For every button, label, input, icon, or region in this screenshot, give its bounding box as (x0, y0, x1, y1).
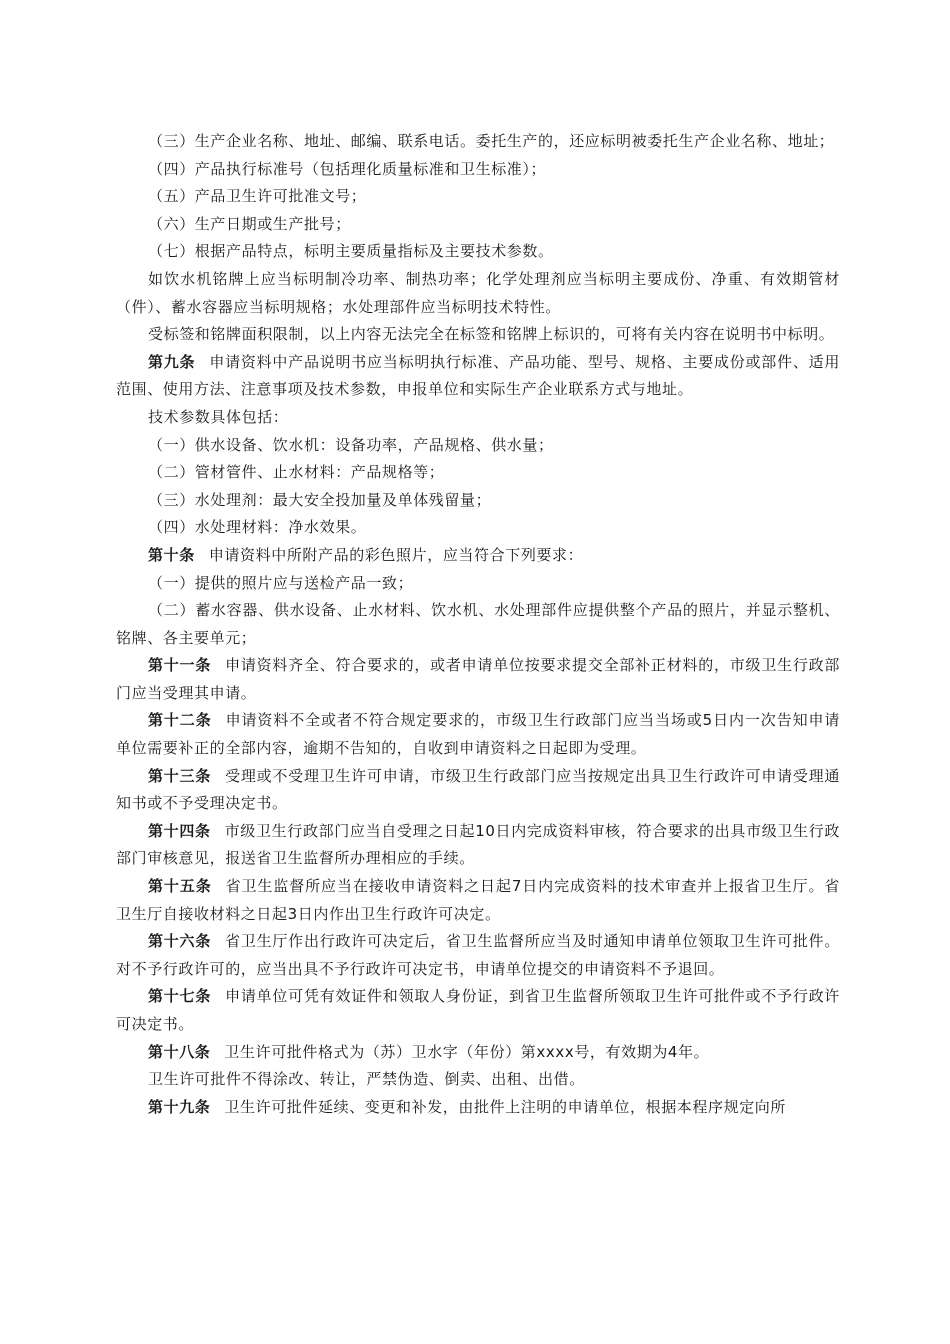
article-paragraph (116, 707, 840, 762)
paragraph-text: （四）水处理材料：净水效果。 (148, 518, 367, 537)
article-paragraph (116, 542, 840, 570)
body-paragraph (116, 459, 840, 487)
paragraph-text: （二）蓄水容器、供水设备、止水材料、饮水机、水处理部件应提供整个产品的照片，并显示整机、铭牌、各主要单元； (116, 601, 840, 647)
paragraph-text: 受理或不受理卫生许可申请，市级卫生行政部门应当按规定出具卫生行政许可申请受理通知书或不予受理决定书。 (116, 766, 841, 813)
paragraph-text: （三）生产企业名称、地址、邮编、联系电话。委托生产的，还应标明被委托生产企业名称、地址； (148, 132, 835, 150)
body-paragraph (116, 404, 840, 432)
article-number: 第九条 (148, 352, 196, 371)
paragraph-text: 卫生许可批件延续、变更和补发，由批件上注明的申请单位，根据本程序规定向所 (224, 1097, 787, 1116)
article-paragraph (116, 652, 840, 707)
paragraph-text: 卫生许可批件格式为（苏）卫水字（年份）第xxxx号，有效期为4年。 (224, 1042, 710, 1061)
article-number: 第十一条 (148, 656, 212, 675)
body-paragraph (116, 128, 840, 156)
article-paragraph (116, 983, 840, 1038)
paragraph-text: 如饮水机铭牌上应当标明制冷功率、制热功率；化学处理剂应当标明主要成份、净重、有效期管材（件）、蓄水容器应当标明规格；水处理部件应当标明技术特性。 (116, 269, 840, 316)
paragraph-text: 市级卫生行政部门应当自受理之日起10日内完成资料审核，符合要求的出具市级卫生行政部门审核意见，报送省卫生监督所办理相应的手续。 (116, 821, 840, 868)
article-number: 第十八条 (148, 1042, 211, 1061)
paragraph-text: 申请单位可凭有效证件和领取人身份证，到省卫生监督所领取卫生许可批件或不予行政许可决定书。 (116, 987, 841, 1033)
body-paragraph (116, 211, 840, 239)
article-paragraph (116, 818, 840, 873)
article-number: 第十九条 (148, 1097, 211, 1116)
paragraph-text: 卫生许可批件不得涂改、转让，严禁伪造、倒卖、出租、出借。 (148, 1070, 585, 1089)
body-paragraph (116, 156, 840, 184)
paragraph-text: （五）产品卫生许可批准文号； (148, 187, 367, 206)
article-number: 第十七条 (148, 987, 212, 1006)
body-paragraph (116, 1066, 840, 1094)
paragraph-text: 申请资料中产品说明书应当标明执行标准、产品功能、型号、规格、主要成份或部件、适用范围、使用方法、注意事项及技术参数，申报单位和实际生产企业联系方式与地址。 (116, 352, 840, 399)
article-number: 第十条 (148, 545, 195, 564)
body-paragraph (116, 570, 840, 598)
paragraph-text: 申请资料不全或者不符合规定要求的，市级卫生行政部门应当当场或5日内一次告知申请单位需要补正的全部内容，逾期不告知的，自收到申请资料之日起即为受理。 (116, 711, 840, 758)
body-paragraph (116, 321, 840, 349)
paragraph-text: （二）管材管件、止水材料：产品规格等； (148, 463, 445, 482)
document-body (116, 128, 840, 1121)
paragraph-text: 申请资料中所附产品的彩色照片，应当符合下列要求： (208, 545, 584, 564)
paragraph-text: （六）生产日期或生产批号； (148, 214, 351, 233)
body-paragraph (116, 266, 840, 321)
paragraph-text: （三）水处理剂：最大安全投加量及单体残留量； (148, 490, 492, 509)
body-paragraph (116, 183, 840, 211)
body-paragraph (116, 487, 840, 515)
body-paragraph (116, 597, 840, 652)
paragraph-text: 技术参数具体包括： (148, 407, 289, 426)
article-number: 第十六条 (148, 932, 212, 951)
paragraph-text: （一）提供的照片应与送检产品一致； (148, 573, 414, 592)
article-paragraph (116, 1094, 840, 1122)
article-number: 第十五条 (148, 877, 212, 896)
body-paragraph (116, 238, 840, 266)
paragraph-text: 受标签和铭牌面积限制，以上内容无法完全在标签和铭牌上标识的，可将有关内容在说明书中标明。 (148, 325, 835, 344)
article-paragraph (116, 873, 840, 928)
article-paragraph (116, 1039, 840, 1067)
article-number: 第十三条 (148, 766, 212, 785)
paragraph-text: 申请资料齐全、符合要求的，或者申请单位按要求提交全部补正材料的，市级卫生行政部门应当受理其申请。 (116, 656, 841, 702)
paragraph-text: （一）供水设备、饮水机：设备功率，产品规格、供水量； (148, 435, 554, 454)
article-paragraph (116, 928, 840, 983)
article-number: 第十四条 (148, 821, 211, 840)
paragraph-text: 省卫生厅作出行政许可决定后，省卫生监督所应当及时通知申请单位领取卫生许可批件。对不予行政许可的，应当出具不予行政许可决定书，申请单位提交的申请资料不予退回。 (116, 932, 841, 978)
paragraph-text: （七）根据产品特点，标明主要质量指标及主要技术参数。 (148, 242, 554, 261)
body-paragraph (116, 432, 840, 460)
paragraph-text: （四）产品执行标准号（包括理化质量标准和卫生标准）； (148, 159, 547, 178)
article-number: 第十二条 (148, 711, 212, 730)
article-paragraph (116, 763, 840, 818)
article-paragraph (116, 349, 840, 404)
paragraph-text: 省卫生监督所应当在接收申请资料之日起7日内完成资料的技术审查并上报省卫生厅。省卫生厅自接收材料之日起3日内作出卫生行政许可决定。 (116, 877, 840, 923)
body-paragraph (116, 514, 840, 542)
